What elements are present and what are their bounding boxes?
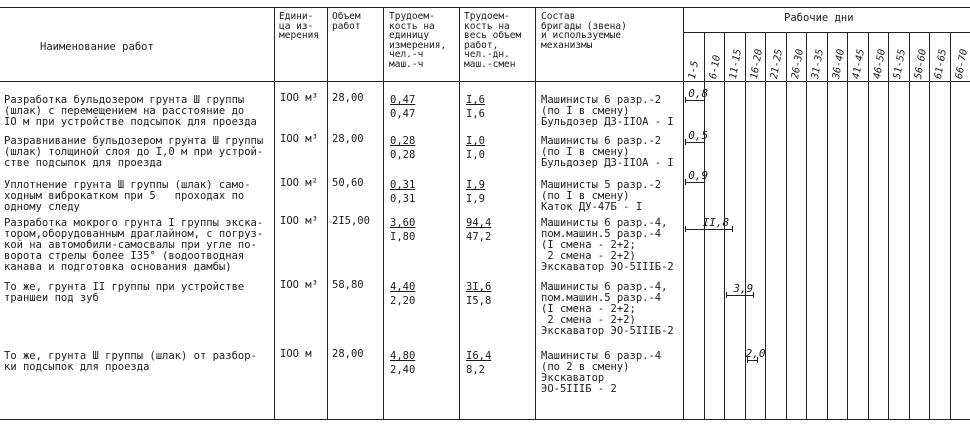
volume: 28,00 xyxy=(332,348,364,360)
volume: 2I5,00 xyxy=(332,215,370,227)
column-divider xyxy=(327,7,328,420)
schedule-bar-tick xyxy=(685,139,686,145)
labor-per-unit-worker: 0,31 xyxy=(390,179,416,191)
schedule-bar-duration: 0,9 xyxy=(688,169,709,182)
labor-total-worker: I6,4 xyxy=(466,350,492,362)
labor-total-worker: I,0 xyxy=(466,135,485,147)
schedule-bar xyxy=(747,360,757,361)
schedule-bar-tick xyxy=(685,226,686,232)
day-column-divider xyxy=(868,33,869,420)
table-top-rule xyxy=(0,7,970,8)
volume: 28,00 xyxy=(332,92,364,104)
day-range-label: 36-40 xyxy=(831,48,848,80)
volume: 28,00 xyxy=(332,133,364,145)
crew-composition: Машинисты 6 разр.-4 (по 2 в смену) Экскаватор ЭО-5IIIБ - 2 xyxy=(541,350,662,395)
schedule-bar-duration: 0,5 xyxy=(688,129,709,142)
day-range-label: 41-45 xyxy=(851,48,868,80)
day-column-divider xyxy=(909,33,910,420)
volume: 58,80 xyxy=(332,279,364,291)
schedule-bar-duration: II,8 xyxy=(702,216,730,229)
day-column-divider xyxy=(786,33,787,420)
schedule-bar xyxy=(685,142,704,143)
header-labor-total: Трудоем- кость на весь объем работ, чел.-дн. маш.-смен xyxy=(464,11,522,70)
work-name: Разравнивание бульдозером грунта Ш группы (шлак) толщиной слоя до I,0 м при устрой- стве подсыпок для проезда xyxy=(4,135,264,169)
schedule-bar xyxy=(726,295,753,296)
schedule-bar xyxy=(685,229,732,230)
labor-total-worker: 3I,6 xyxy=(466,281,492,293)
labor-per-unit-worker: 3,60 xyxy=(390,217,416,229)
labor-total-machine: I5,8 xyxy=(466,295,492,307)
header-unit: Едини- ца из- мерения xyxy=(279,11,320,41)
work-name: Разработка мокрого грунта I группы экска- тором,оборудованным драглайном, с погруз- кой на автомобили-самосвалы при угле по- ворота стрелы более I35° (водоотводная канава и подготовка основания дамбы) xyxy=(4,217,264,273)
work-name: Уплотнение грунта Ш группы (шлак) само- ходным виброкатком при 5 проходах по одному следу xyxy=(4,179,251,213)
crew-composition: Машинисты 5 разр.-2 (по I в смену) Каток ДУ-47Б - I xyxy=(541,179,662,213)
labor-per-unit-worker: 0,47 xyxy=(390,94,416,106)
labor-total-worker: I,9 xyxy=(466,179,485,191)
labor-per-unit-machine: 0,47 xyxy=(390,108,416,120)
header-crew: Состав бригады (звена) и используемые механизмы xyxy=(541,11,627,51)
day-range-label: 16-20 xyxy=(749,48,766,80)
schedule-bar-duration: 0,8 xyxy=(688,87,709,100)
crew-composition: Машинисты 6 разр.-2 (по I в смену) Бульдозер ДЗ-IIОА - I xyxy=(541,94,674,128)
crew-composition: Машинисты 6 разр.-2 (по I в смену) Бульдозер ДЗ-IIОА - I xyxy=(541,135,674,169)
day-range-label: 26-30 xyxy=(790,48,807,80)
day-range-label: 66-70 xyxy=(954,48,970,80)
unit: IOO м xyxy=(280,348,312,360)
work-name: Разработка бульдозером грунта Ш группы (шлак) с перемещением на расстояние до IО м при устройстве подсыпок для проезда xyxy=(4,94,257,128)
work-name: То же, грунта Ш группы (шлак) от разбор- ки подсыпок для проезда xyxy=(4,350,257,373)
schedule-bar xyxy=(685,182,704,183)
day-range-label: 6-10 xyxy=(708,54,724,80)
day-range-label: 61-65 xyxy=(933,48,950,80)
labor-per-unit-machine: I,80 xyxy=(390,231,416,243)
labor-total-worker: 94,4 xyxy=(466,217,492,229)
schedule-bar-tick xyxy=(685,179,686,185)
labor-per-unit-worker: 4,80 xyxy=(390,350,416,362)
column-divider xyxy=(274,7,275,420)
schedule-bar-tick xyxy=(685,97,686,103)
labor-per-unit-machine: 0,31 xyxy=(390,193,416,205)
labor-per-unit-machine: 0,28 xyxy=(390,149,416,161)
schedule-bar xyxy=(685,100,704,101)
day-range-label: 56-60 xyxy=(913,48,930,80)
header-labor-per-unit: Трудоем- кость на единицу измерения, чел.-ч маш.-ч xyxy=(389,11,447,70)
day-range-label: 1-5 xyxy=(687,60,701,80)
header-work-name: Наименование работ xyxy=(40,41,154,53)
schedule-bar-duration: 2,0 xyxy=(745,347,766,360)
labor-per-unit-worker: 4,40 xyxy=(390,281,416,293)
labor-per-unit-machine: 2,40 xyxy=(390,364,416,376)
header-bottom-rule xyxy=(0,81,970,82)
column-divider xyxy=(535,7,536,420)
volume: 50,60 xyxy=(332,177,364,189)
unit: IOO м² xyxy=(280,177,318,189)
crew-composition: Машинисты 6 разр.-4, пом.машин.5 разр.-4 (I смена - 2+2; 2 смена - 2+2) Экскаватор ЭО-5IIIБ-2 xyxy=(541,217,674,273)
labor-total-machine: 47,2 xyxy=(466,231,492,243)
work-name: То же, грунта II группы при устройстве траншеи под зуб xyxy=(4,281,245,304)
schedule-bar-tick xyxy=(726,292,727,298)
day-range-label: 31-35 xyxy=(810,48,827,80)
column-divider xyxy=(459,7,460,420)
header-volume: Объем работ xyxy=(332,11,361,32)
day-range-label: 46-50 xyxy=(872,48,889,80)
unit: IOO м³ xyxy=(280,215,318,227)
labor-total-worker: I,6 xyxy=(466,94,485,106)
labor-total-machine: 8,2 xyxy=(466,364,485,376)
table-bottom-rule xyxy=(0,419,970,420)
labor-per-unit-machine: 2,20 xyxy=(390,295,416,307)
day-column-divider xyxy=(847,33,848,420)
schedule-bar-duration: 3,9 xyxy=(733,282,754,295)
day-column-divider xyxy=(827,33,828,420)
schedule-bar-tick xyxy=(732,226,733,232)
crew-composition: Машинисты 6 разр.-4, пом.машин.5 разр.-4 (I смена - 2+2; 2 смена - 2+2) Экскаватор ЭО-5IIIБ-2 xyxy=(541,281,674,337)
labor-total-machine: I,0 xyxy=(466,149,485,161)
day-column-divider xyxy=(888,33,889,420)
unit: IOO м³ xyxy=(280,279,318,291)
unit: IOO м³ xyxy=(280,92,318,104)
day-column-divider xyxy=(929,33,930,420)
day-column-divider xyxy=(765,33,766,420)
day-range-label: 21-25 xyxy=(769,48,786,80)
day-column-divider xyxy=(950,33,951,420)
day-column-divider xyxy=(806,33,807,420)
column-divider xyxy=(383,7,384,420)
labor-total-machine: I,9 xyxy=(466,193,485,205)
labor-per-unit-worker: 0,28 xyxy=(390,135,416,147)
day-range-label: 11-15 xyxy=(728,48,745,80)
day-range-label: 51-55 xyxy=(892,48,909,80)
unit: IOO м³ xyxy=(280,133,318,145)
labor-total-machine: I,6 xyxy=(466,108,485,120)
column-divider xyxy=(683,7,684,420)
header-working-days: Рабочие дни xyxy=(784,12,854,24)
